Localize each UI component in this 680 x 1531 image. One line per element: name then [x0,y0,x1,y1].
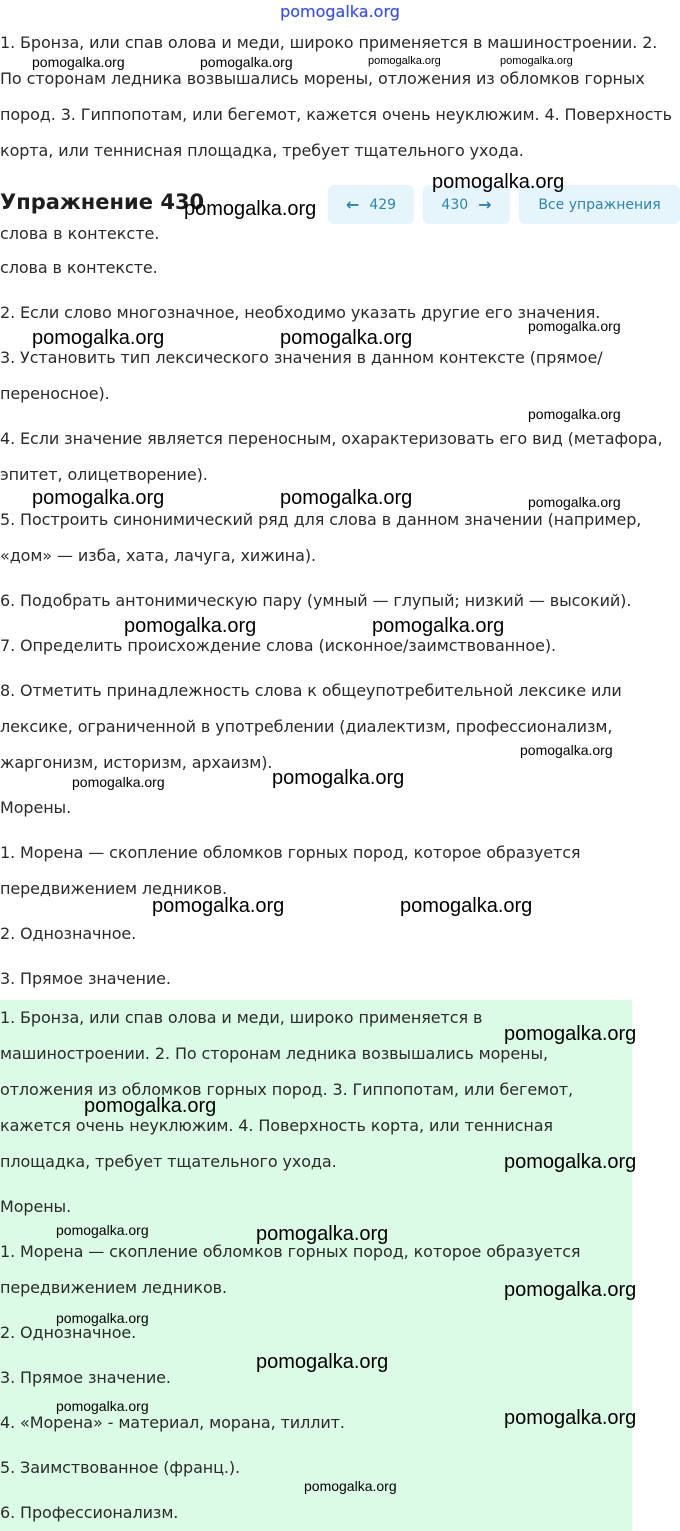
task-line: 3. Установить тип лексического значения в данном контексте (прямое/ [0,348,603,367]
watermark: pomogalka.org [272,767,405,789]
task-line: «дом» — изба, хата, лачуга, хижина). [0,546,317,565]
answer-line: 3. Прямое значение. [0,1368,171,1387]
watermark: pomogalka.org [72,774,165,790]
watermark: pomogalka.org [32,54,125,70]
watermark: pomogalka.org [372,615,505,637]
answer-line: 1. Бронза, или спав олова и меди, широко применяется в [0,1008,483,1027]
watermark: pomogalka.org [32,487,165,509]
intro-line: По сторонам ледника возвышались морены, отложения из обломков горных [0,69,645,88]
watermark: pomogalka.org [152,895,285,917]
watermark: pomogalka.org [256,1351,389,1373]
answer-line: 2. Однозначное. [0,1323,137,1342]
answer-line: 1. Морена — скопление обломков горных пород, которое образуется [0,1242,581,1261]
task-line: 1. Морена — скопление обломков горных пород, которое образуется [0,843,581,862]
answer-line: передвижением ледников. [0,1278,227,1297]
arrow-left-icon: ← [345,195,360,214]
watermark: pomogalka.org [280,327,413,349]
prev-exercise-button[interactable] [328,185,414,224]
watermark: pomogalka.org [528,406,621,422]
watermark: pomogalka.org [84,1095,217,1117]
watermark: pomogalka.org [504,1023,637,1045]
intro-line: 1. Бронза, или спав олова и меди, широко применяется в машиностроении. 2. [0,33,658,52]
answer-line: 6. Профессионализм. [0,1503,179,1522]
task-line: передвижением ледников. [0,879,227,898]
watermark: pomogalka.org [32,327,165,349]
watermark: pomogalka.org [124,615,257,637]
task-line: переносное). [0,384,110,403]
task-line: 4. Если значение является переносным, охарактеризовать его вид (метафора, [0,429,663,448]
watermark: pomogalka.org [56,1310,149,1326]
arrow-right-icon: → [478,195,492,214]
answer-line: 4. «Морена» - материал, морана, тиллит. [0,1413,345,1432]
watermark: pomogalka.org [504,1279,637,1301]
task-line: лексике, ограниченной в употреблении (диалектизм, профессионализм, [0,717,613,736]
watermark: pomogalka.org [280,487,413,509]
task-line: 5. Построить синонимический ряд для слова в данном значении (например, [0,510,642,529]
watermark: pomogalka.org [56,1222,149,1238]
task-line: 2. Если слово многозначное, необходимо указать другие его значения. [0,303,601,322]
watermark: pomogalka.org [504,1407,637,1429]
watermark: pomogalka.org [500,55,573,67]
answer-line: кажется очень неуклюжим. 4. Поверхность корта, или теннисная [0,1116,553,1135]
task-line: 3. Прямое значение. [0,969,171,988]
watermark: pomogalka.org [528,318,621,334]
answer-line: 5. Заимствованное (франц.). [0,1458,241,1477]
intro-line: корта, или теннисная площадка, требует тщательного ухода. [0,141,524,160]
watermark: pomogalka.org [184,198,317,220]
task-line: 8. Отметить принадлежность слова к общеупотребительной лексике или [0,681,622,700]
task-line: 7. Определить происхождение слова (исконное/заимствованное). [0,636,556,655]
watermark: pomogalka.org [400,895,533,917]
task-line: слова в контексте. [0,258,158,277]
answer-line: Морены. [0,1197,72,1216]
site-logo[interactable]: pomogalka.org [280,2,400,21]
clipped-line-text: слова в контексте. [0,224,160,243]
intro-line: пород. 3. Гиппопотам, или бегемот, кажется очень неуклюжим. 4. Поверхность [0,105,672,124]
task-line: жаргонизм, историзм, архаизм). [0,753,273,772]
answer-line: машиностроении. 2. По сторонам ледника возвышались морены, [0,1044,548,1063]
watermark: pomogalka.org [520,742,613,758]
watermark: pomogalka.org [304,1478,397,1494]
watermark: pomogalka.org [56,1398,149,1414]
watermark: pomogalka.org [368,55,441,67]
task-line: 6. Подобрать антонимическую пару (умный — глупый; низкий — высокий). [0,591,632,610]
watermark: pomogalka.org [504,1151,637,1173]
watermark: pomogalka.org [432,171,565,193]
all-exercises-label: Все упражнения [538,196,661,213]
exercise-title: Упражнение 430 [0,190,205,214]
prev-exercise-label: 429 [369,196,397,213]
answer-line: площадка, требует тщательного ухода. [0,1152,337,1171]
task-line: 2. Однозначное. [0,924,137,943]
next-exercise-label: 430 [441,196,469,213]
task-line: Морены. [0,798,72,817]
clipped-line [0,224,680,246]
watermark: pomogalka.org [256,1223,389,1245]
watermark: pomogalka.org [528,494,621,510]
watermark: pomogalka.org [200,54,293,70]
answer-line: отложения из обломков горных пород. 3. Гиппопотам, или бегемот, [0,1080,573,1099]
task-line: эпитет, олицетворение). [0,465,208,484]
